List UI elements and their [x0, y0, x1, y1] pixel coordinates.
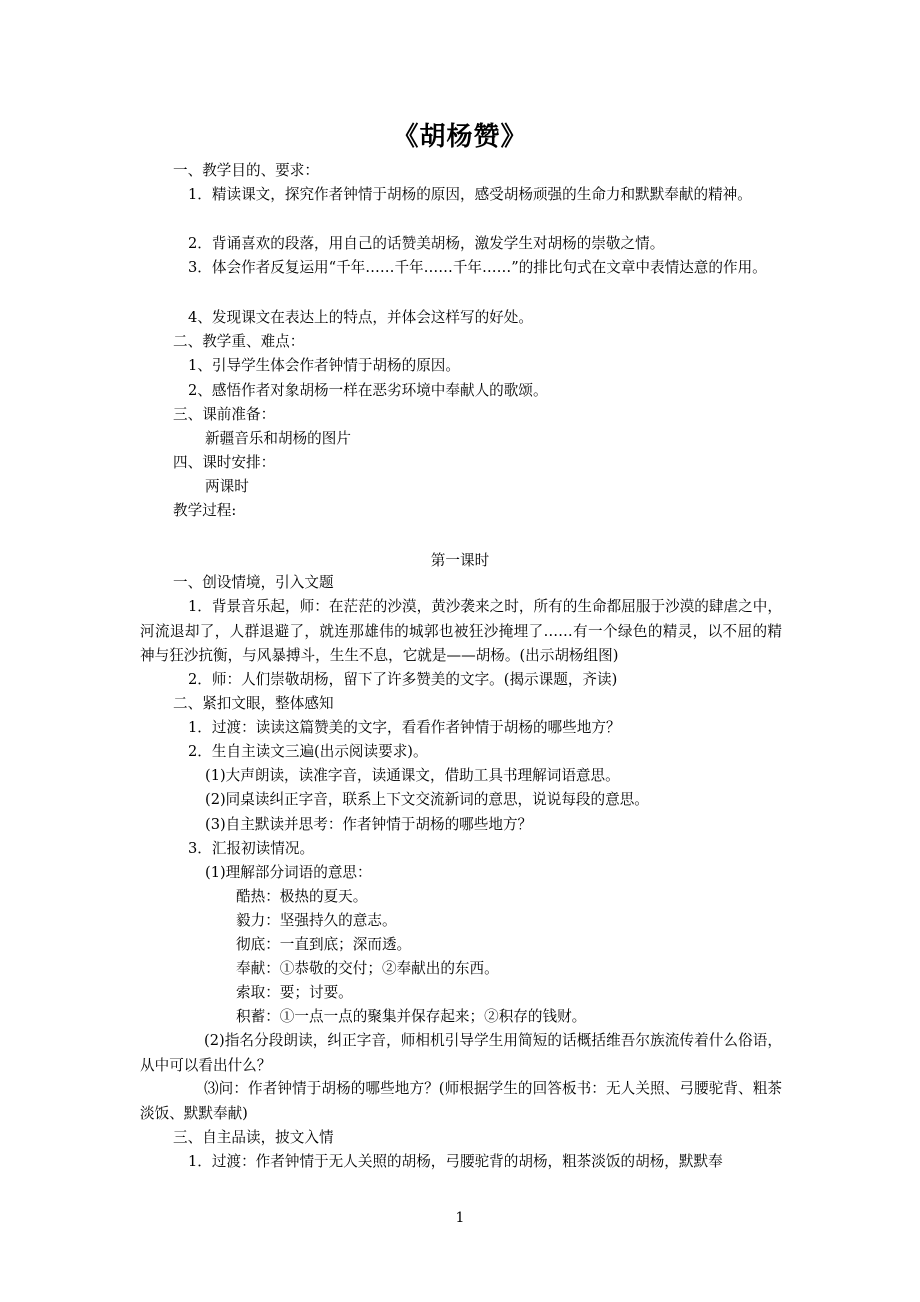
paragraph-step-1-1: 1．背景音乐起，师：在茫茫的沙漠，黄沙袭来之时，所有的生命都屈服于沙漠的肆虐之中，河流退却了，人群退避了，就连那雄伟的城郭也被狂沙掩埋了……有一个绿色的精灵，以不屈的精神与狂沙抗衡，与风暴搏斗，生生不息，它就是——胡杨。(出示胡杨组图) [140, 598, 782, 665]
paragraph-step-2-3: 3．汇报初读情况。 [188, 840, 315, 857]
step-heading-1: 一、创设情境，引入文题 [173, 574, 334, 591]
document-title: 《胡杨赞》 [392, 122, 528, 152]
vocab-item: 积蓄：①一点一点的聚集并保存起来；②积存的钱财。 [236, 1008, 587, 1025]
section-heading-process: 教学过程: [173, 502, 237, 519]
paragraph-step-2-1: 1．过渡：读读这篇赞美的文字，看看作者钟情于胡杨的哪些地方？ [188, 719, 621, 736]
paragraph-requirement-1: (1)大声朗读，读准字音，读通课文，借助工具书理解词语意思。 [205, 767, 620, 784]
paragraph-schedule: 两课时 [205, 478, 249, 495]
section-heading-goals: 一、教学目的、要求： [173, 162, 319, 179]
section-heading-key-points: 二、教学重、难点： [173, 333, 305, 350]
section-heading-preparation: 三、课前准备： [173, 406, 276, 423]
paragraph-key-point-1: 1、引导学生体会作者钟情于胡杨的原因。 [188, 357, 460, 374]
paragraph-step-2-2: 2．生自主读文三遍(出示阅读要求)。 [188, 743, 428, 760]
paragraph-requirement-2: (2)同桌读纠正字音，联系上下文交流新词的意思，说说每段的意思。 [205, 791, 649, 808]
paragraph-step-1-2: 2．师：人们崇敬胡杨，留下了许多赞美的文字。(揭示课题，齐读) [188, 671, 618, 688]
vocab-item: 毅力：坚强持久的意志。 [236, 912, 397, 929]
paragraph-goal-1: 1．精读课文，探究作者钟情于胡杨的原因，感受胡杨顽强的生命力和默默奉献的精神。 [188, 186, 752, 203]
vocab-item: 彻底：一直到底；深而透。 [236, 936, 412, 953]
section-heading-schedule: 四、课时安排： [173, 454, 276, 471]
vocab-item: 酷热：极热的夏天。 [236, 888, 368, 905]
paragraph-step-3-1: 1．过渡：作者钟情于无人关照的胡杨，弓腰驼背的胡杨，粗茶淡饭的胡杨，默默奉 [188, 1153, 723, 1170]
page-number: 1 [455, 1210, 465, 1226]
vocab-item: 奉献：①恭敬的交付；②奉献出的东西。 [236, 960, 499, 977]
paragraph-vocab-heading: (1)理解部分词语的意思： [205, 864, 372, 881]
paragraph-goal-3: 3．体会作者反复运用“千年……千年……千年……”的排比句式在文章中表情达意的作用。 [188, 259, 767, 276]
paragraph-goal-4: 4、发现课文在表达上的特点，并体会这样写的好处。 [188, 309, 533, 326]
lesson-heading: 第一课时 [430, 552, 490, 569]
paragraph-reading-3: ⑶问：作者钟情于胡杨的哪些地方？(师根据学生的回答板书：无人关照、弓腰驼背、粗茶淡饭、默默奉献) [140, 1080, 782, 1122]
step-heading-2: 二、紧扣文眼，整体感知 [173, 695, 334, 712]
paragraph-reading-2: (2)指名分段朗读，纠正字音，师相机引导学生用简短的话概括维吾尔族流传着什么俗语，从中可以看出什么？ [140, 1032, 782, 1074]
vocab-item: 索取：要；讨要。 [236, 984, 353, 1001]
paragraph-goal-2: 2．背诵喜欢的段落，用自己的话赞美胡杨，激发学生对胡杨的崇敬之情。 [188, 235, 665, 252]
paragraph-requirement-3: (3)自主默读并思考：作者钟情于胡杨的哪些地方？ [205, 816, 533, 833]
paragraph-preparation: 新疆音乐和胡杨的图片 [205, 430, 351, 447]
paragraph-key-point-2: 2、感悟作者对象胡杨一样在恶劣环境中奉献人的歌颂。 [188, 382, 548, 399]
step-heading-3: 三、自主品读，披文入情 [173, 1129, 334, 1146]
